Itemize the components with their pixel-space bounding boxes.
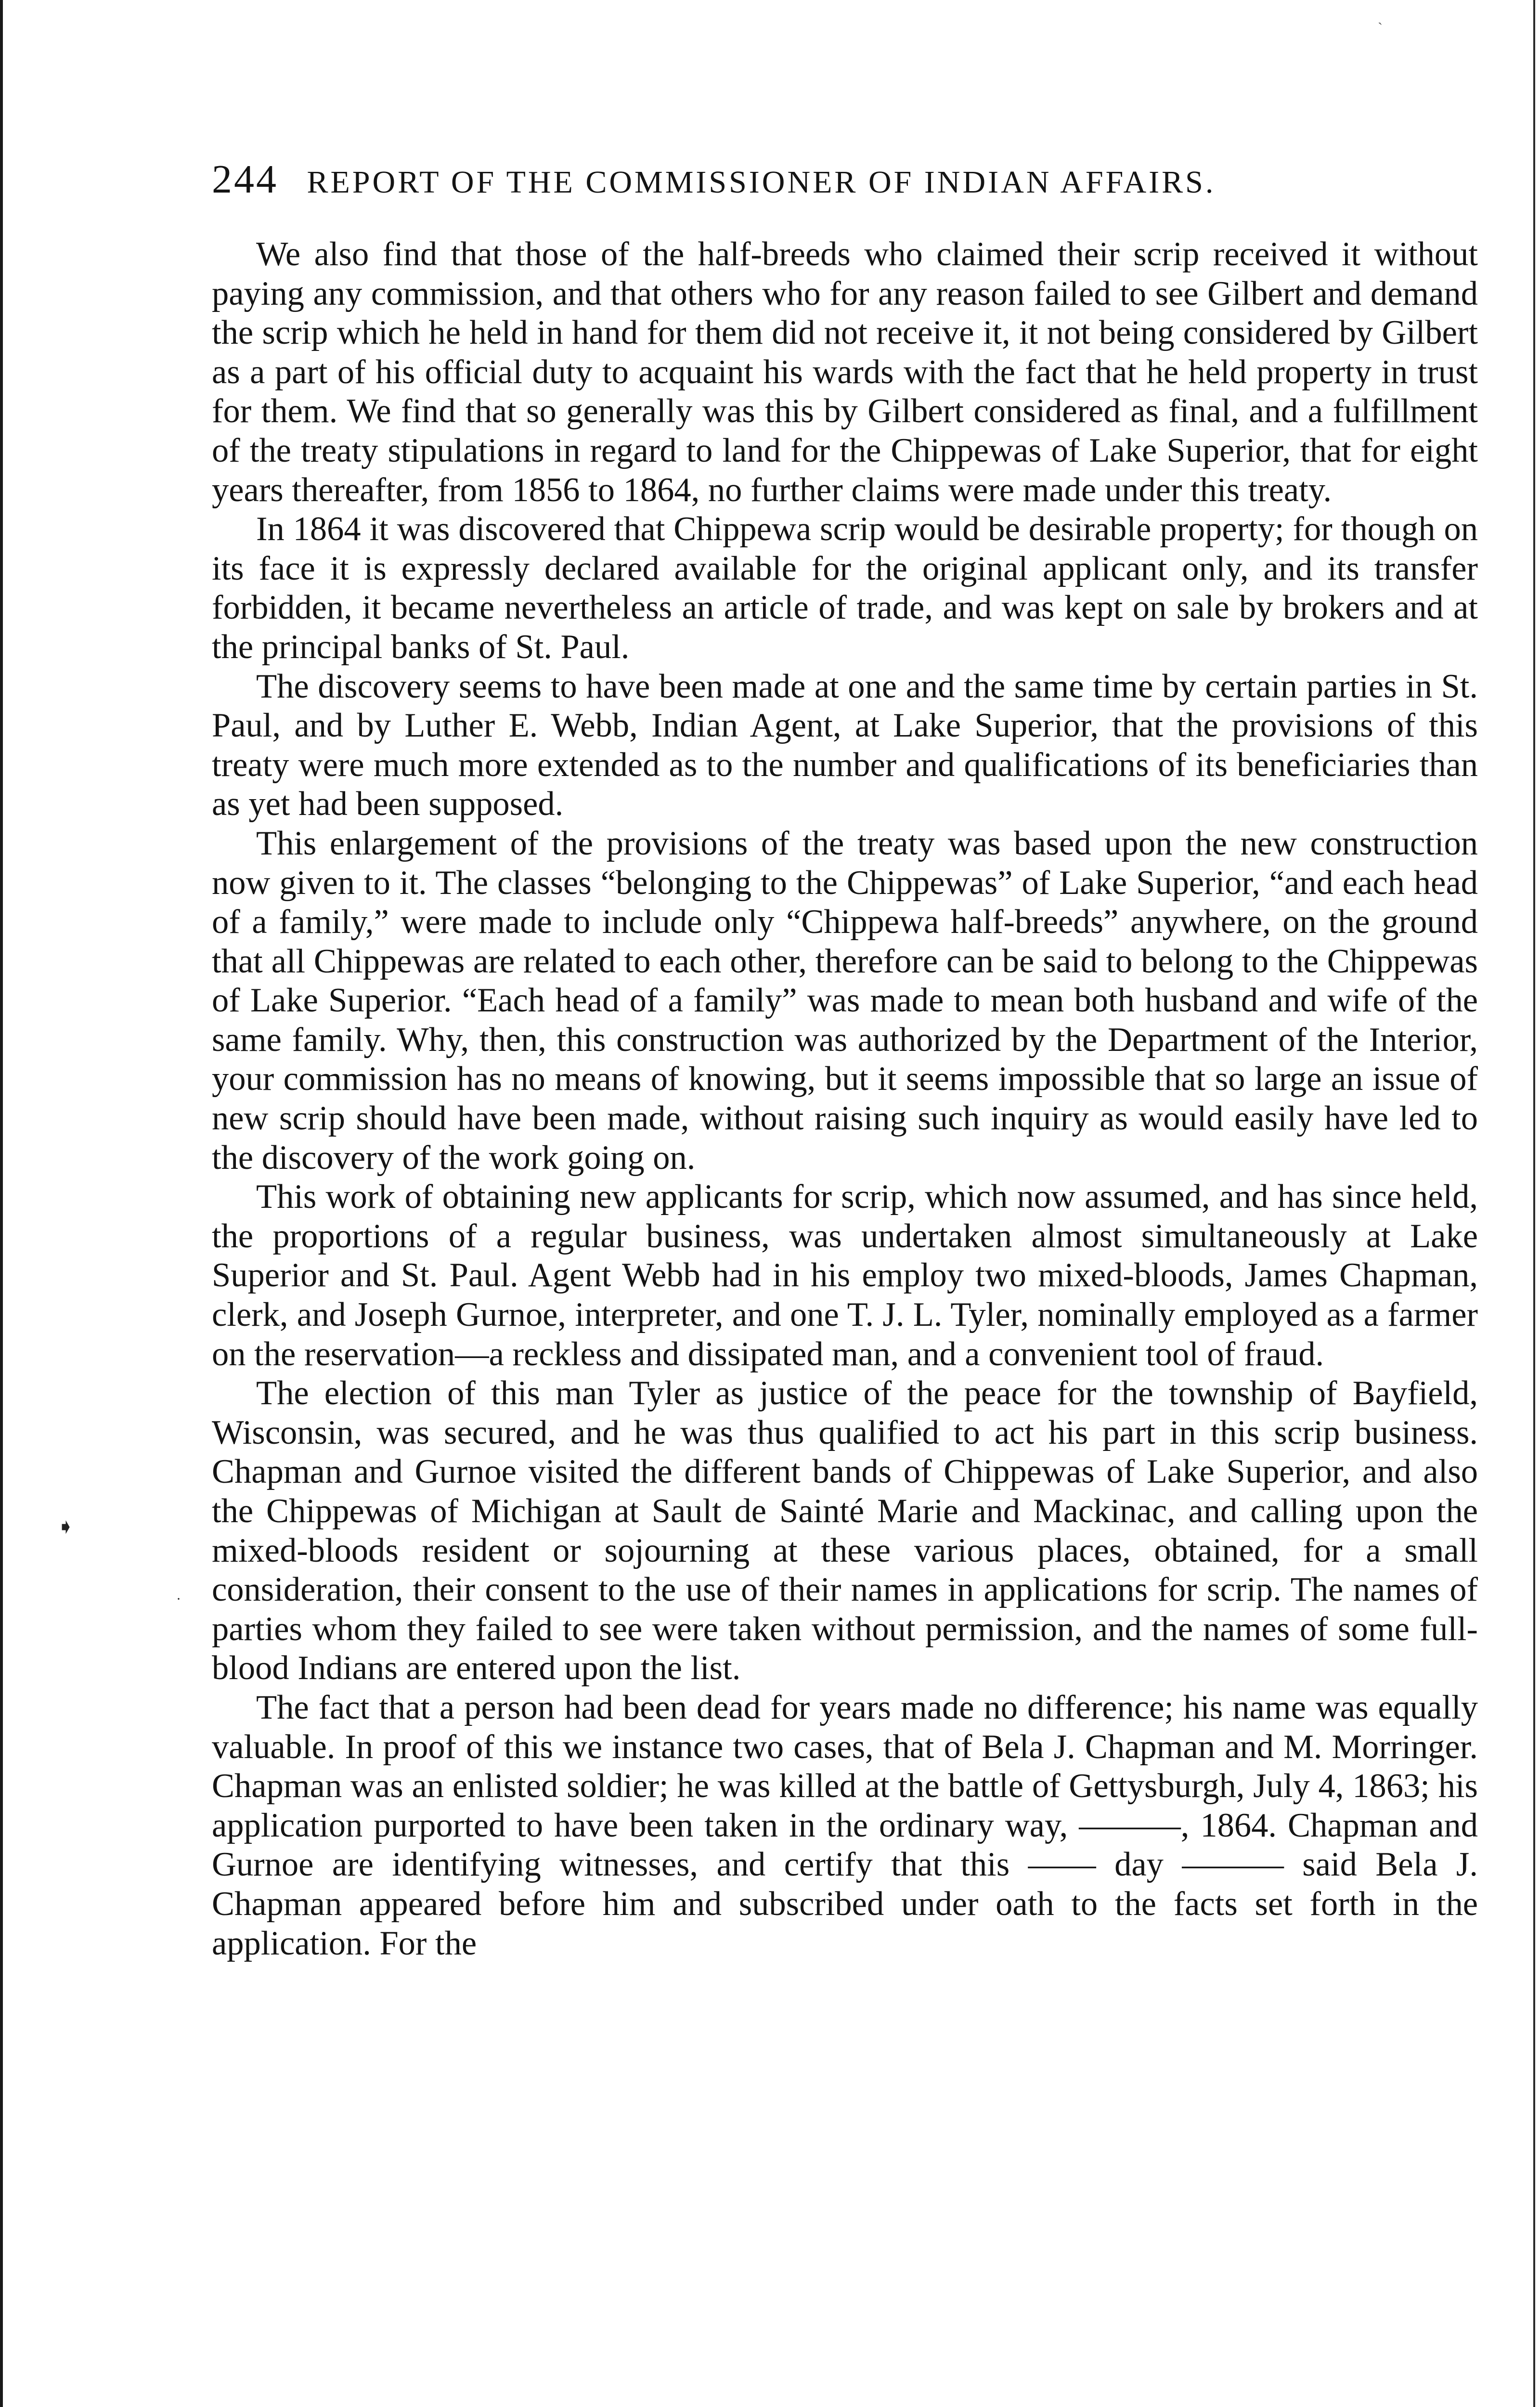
top-tick-mark: ˏ xyxy=(1378,9,1383,25)
body-text xyxy=(212,235,1478,1963)
paragraph-tyler-election: The election of this man Tyler as justice of the peace for the township of Bayfield, Wisconsin, was secured, and he was thus qualified to act his part in this scrip business. Chapman and Gurnoe visited the different bands of Chippewas of Lake Superior, and also the Chippewas of Michigan at Sault de Sainté Marie and Mackinac, and calling upon the mixed-bloods resident or sojourning at these various places, obtained, for a small consideration, their consent to the use of their names in applications for scrip. The names of parties whom they failed to see were taken without permission, and the names of some full-blood Indians are entered upon the list. xyxy=(212,1374,1478,1687)
paragraph-new-applicants: This work of obtaining new applicants for scrip, which now assumed, and has since held, the proportions of a regular business, was undertaken almost simultaneously at Lake Superior and St. Paul. Agent Webb had in his employ two mixed-bloods, James Chapman, clerk, and Joseph Gurnoe, interpreter, and one T. J. L. Tyler, nominally employed as a farmer on the reservation—a reckless and dissipated man, and a convenient tool of fraud. xyxy=(212,1178,1478,1373)
paragraph-dead-persons: The fact that a person had been dead for years made no difference; his name was equally valuable. In proof of this we instance two cases, that of Bela J. Chapman and M. Morringer. Chapman was an enlisted soldier; he was killed at the battle of Gettysburgh, July 4, 1863; his application purported to have been taken in the ordinary way, ———, 1864. Chapman and Gurnoe are identifying witnesses, and certify that this —— day ——— said Bela J. Chapman appeared before him and subscribed under oath to the facts set forth in the application. For the xyxy=(212,1688,1478,1962)
page-header xyxy=(212,153,1367,206)
paragraph-1864-discovery: In 1864 it was discovered that Chippewa scrip would be desirable property; for though on its face it is expressly declared available for the original applicant only, and its transfer forbidden, it became nevertheless an article of trade, and was kept on sale by brokers and at the principal banks of St. Paul. xyxy=(212,510,1478,666)
page-number: 244 xyxy=(212,157,278,202)
margin-dot-mark: · xyxy=(176,1591,181,1607)
paragraph-treaty-enlargement: This enlargement of the provisions of the treaty was based upon the new construction now given to it. The classes “belonging to the Chippewas” of Lake Superior, “and each head of a family,” were made to include only “Chippewa half-breeds” anywhere, on the ground that all Chippewas are related to each other, therefore can be said to belong to the Chippewas of Lake Superior. “Each head of a family” was made to mean both husband and wife of the same family. Why, then, this construction was authorized by the Department of the Interior, your commission has no means of knowing, but it seems impossible that so large an issue of new scrip should have been made, without raising such inquiry as would easily have led to the discovery of the work going on. xyxy=(212,824,1478,1177)
running-title: REPORT OF THE COMMISSIONER OF INDIAN AFFAIRS. xyxy=(307,165,1216,200)
margin-arrow-mark: ➧ xyxy=(57,1515,75,1539)
paragraph-half-breeds-scrip: We also find that those of the half-breeds who claimed their scrip received it without paying any commission, and that others who for any reason failed to see Gilbert and demand the scrip which he held in hand for them did not receive it, it not being considered by Gilbert as a part of his official duty to acquaint his wards with the fact that he held property in trust for them. We find that so generally was this by Gilbert considered as final, and a fulfillment of the treaty stipulations in regard to land for the Chippewas of Lake Superior, that for eight years thereafter, from 1856 to 1864, no further claims were made under this treaty. xyxy=(212,235,1478,509)
scan-edge-right xyxy=(1533,0,1535,2407)
paragraph-webb-discovery: The discovery seems to have been made at one and the same time by certain parties in St. Paul, and by Luther E. Webb, Indian Agent, at Lake Superior, that the provisions of this treaty were much more extended as to the number and qualifications of its beneficiaries than as yet had been supposed. xyxy=(212,667,1478,823)
scan-edge-left xyxy=(0,0,3,2407)
